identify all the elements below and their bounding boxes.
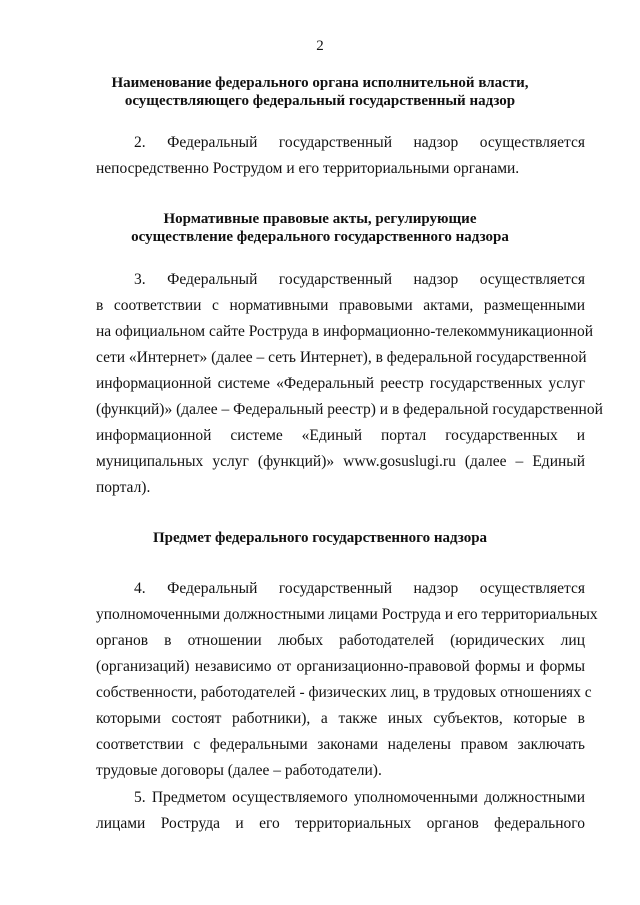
heading-line: Предмет федерального государственного надзора: [152, 530, 488, 546]
heading-line: Наименование федерального органа исполнительной власти,: [111, 75, 529, 91]
heading-line: осуществление федерального государственного надзора: [131, 229, 509, 245]
paragraph-line: муниципальных услуг (функций)» www.gosuslugi.ru (далее – Единый: [96, 453, 585, 470]
paragraph-line: на официальном сайте Роструда в информационно-телекоммуникационной: [96, 323, 594, 340]
paragraph-line: в соответствии с нормативными правовыми актами, размещенными: [96, 297, 585, 314]
paragraph-line: 2. Федеральный государственный надзор осуществляется: [134, 134, 585, 151]
paragraph-line: 4. Федеральный государственный надзор осуществляется: [134, 580, 585, 597]
paragraph-line: информационной системе «Единый портал государственных и: [96, 427, 585, 444]
paragraph-line: 3. Федеральный государственный надзор осуществляется: [134, 271, 585, 288]
section-heading-subject: [0, 529, 640, 547]
section-heading-authority: [0, 74, 640, 110]
heading-line: осуществляющего федеральный государственный надзор: [124, 93, 516, 109]
paragraph-line: непосредственно Рострудом и его территориальными органами.: [96, 160, 520, 177]
paragraph-line: лицами Роструда и его территориальных органов федерального: [96, 815, 585, 832]
paragraph-line: (функций)» (далее – Федеральный реестр) и в федеральной государственной: [96, 401, 603, 418]
page-number: 2: [316, 38, 324, 54]
section-heading-legal-acts: [0, 210, 640, 246]
paragraph-line: соответствии с федеральными законами наделены правом заключать: [96, 736, 585, 753]
paragraph-line: (организаций) независимо от организационно-правовой формы и формы: [96, 658, 585, 675]
heading-line: Нормативные правовые акты, регулирующие: [163, 211, 477, 227]
paragraph-line: уполномоченными должностными лицами Роструда и его территориальных: [96, 606, 598, 623]
paragraph-line: сети «Интернет» (далее – сеть Интернет), в федеральной государственной: [96, 349, 587, 366]
paragraph-line: которыми состоят работники), а также иных субъектов, которые в: [96, 710, 585, 727]
paragraph-line: органов в отношении любых работодателей (юридических лиц: [96, 632, 585, 649]
paragraph-line: 5. Предметом осуществляемого уполномоченными должностными: [134, 789, 585, 806]
paragraph-line: собственности, работодателей - физических лиц, в трудовых отношениях с: [96, 684, 592, 701]
paragraph-line: портал).: [96, 479, 151, 496]
paragraph-line: информационной системе «Федеральный реестр государственных услуг: [96, 375, 585, 392]
paragraph-line: трудовые договоры (далее – работодатели).: [96, 762, 382, 779]
